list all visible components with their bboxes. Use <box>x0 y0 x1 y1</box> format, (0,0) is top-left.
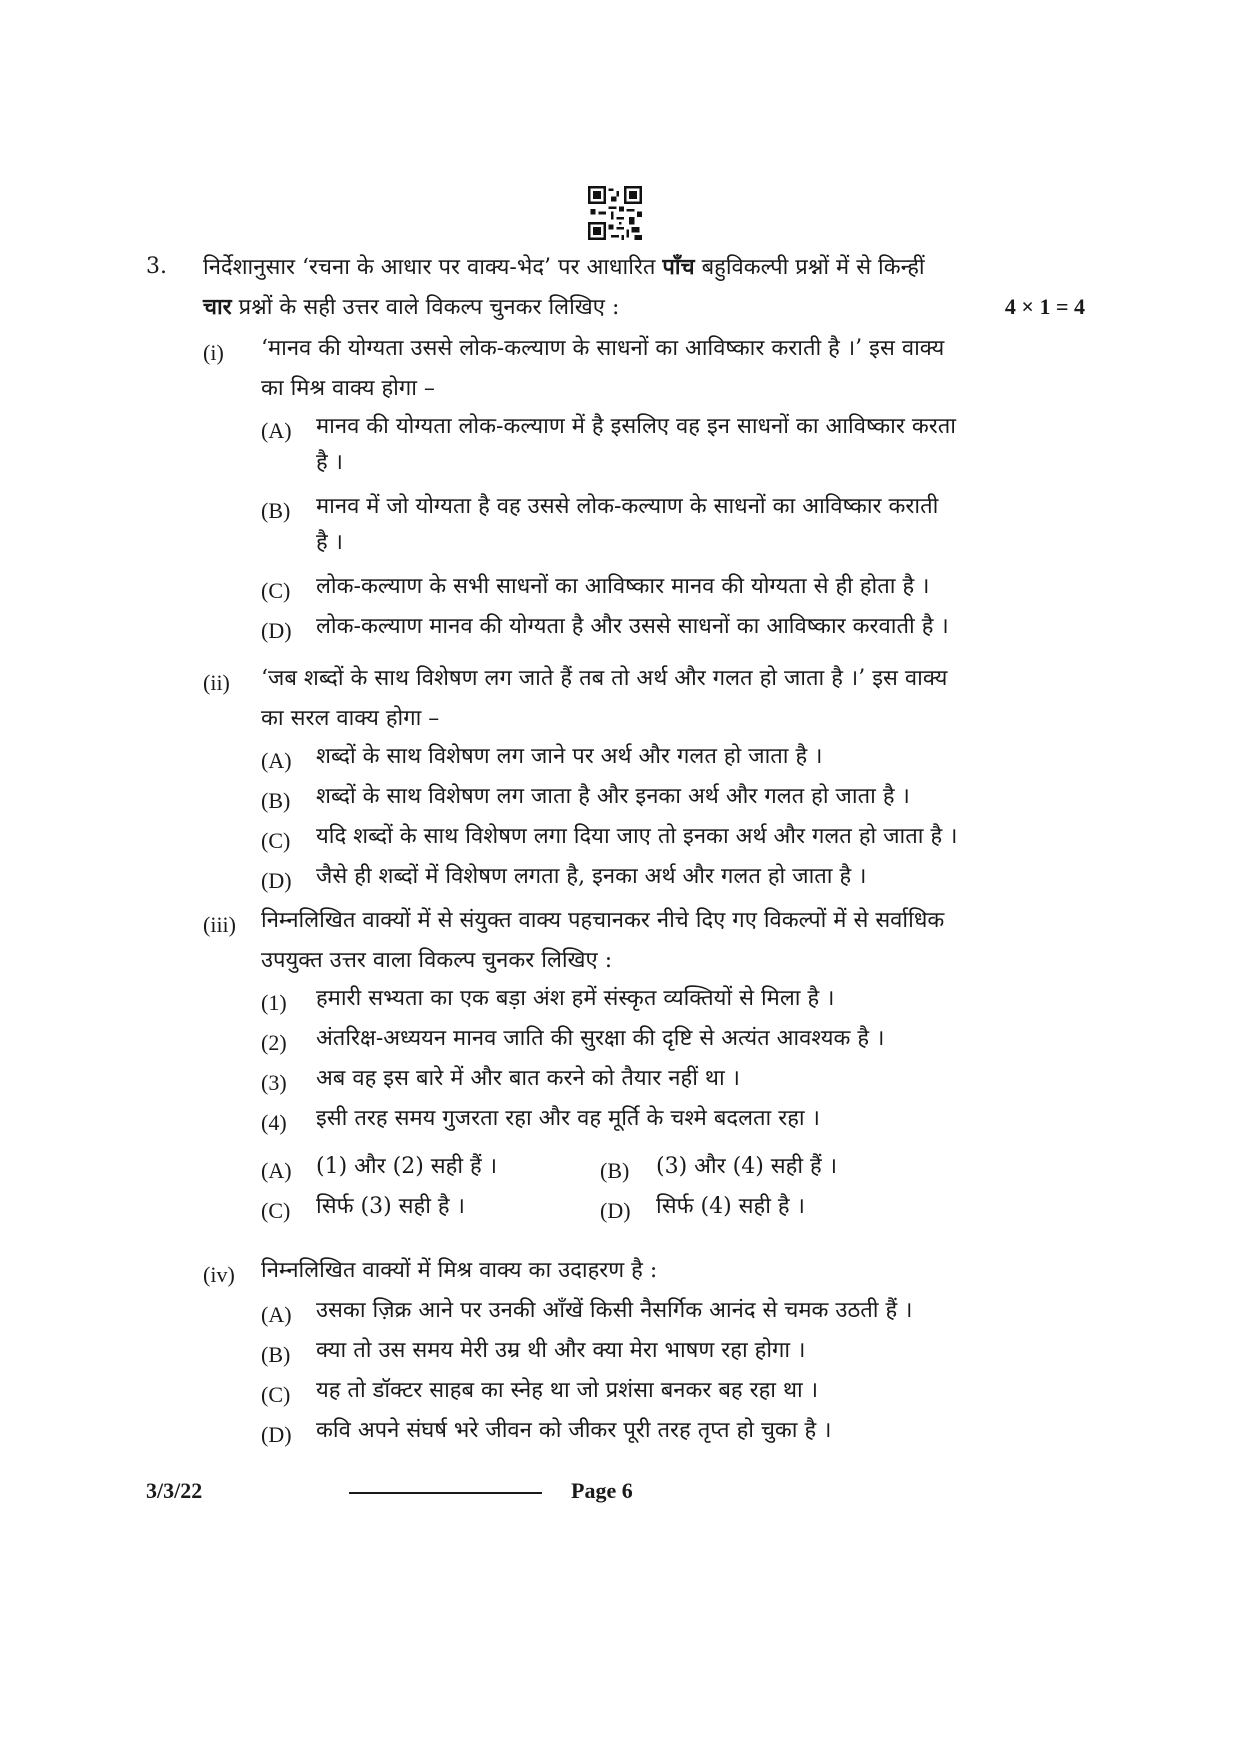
option-label: (B) <box>600 1158 630 1183</box>
option-label: (A) <box>261 748 292 773</box>
sub-question-text: का सरल वाक्य होगा – <box>261 706 440 731</box>
sub-question-label: (i) <box>203 340 224 365</box>
option-text: क्या तो उस समय मेरी उम्र थी और क्या मेरा भाषण रहा होगा । <box>316 1338 806 1363</box>
option-text: लोक-कल्याण मानव की योग्यता है और उससे साधनों का आविष्कार करवाती है । <box>316 614 949 639</box>
sub-question-label: (iv) <box>203 1262 235 1287</box>
option-text: है । <box>316 450 344 475</box>
option-label: (D) <box>261 868 292 893</box>
option-text: जैसे ही शब्दों में विशेषण लगता है, इनका अर्थ और गलत हो जाता है । <box>316 864 867 889</box>
option-label: (B) <box>261 788 291 813</box>
option-label: (C) <box>261 578 291 603</box>
option-text: कवि अपने संघर्ष भरे जीवन को जीकर पूरी तरह तृप्त हो चुका है । <box>316 1418 832 1443</box>
option-text: लोक-कल्याण के सभी साधनों का आविष्कार मानव की योग्यता से ही होता है । <box>316 574 930 599</box>
marks-allocation: 4 × 1 = 4 <box>1004 294 1085 319</box>
option-label: (A) <box>261 418 292 443</box>
option-text: है । <box>316 530 344 555</box>
option-text: (1) और (2) सही हैं । <box>316 1154 498 1179</box>
option-text: मानव की योग्यता लोक-कल्याण में है इसलिए वह इन साधनों का आविष्कार करता <box>316 414 956 439</box>
sub-question-text: ‘मानव की योग्यता उससे लोक-कल्याण के साधनों का आविष्कार कराती है ।’ इस वाक्य <box>261 336 945 361</box>
sentence-text: अंतरिक्ष-अध्ययन मानव जाति की सुरक्षा की दृष्टि से अत्यंत आवश्यक है । <box>316 1026 885 1051</box>
option-text: शब्दों के साथ विशेषण लग जाने पर अर्थ और गलत हो जाता है । <box>316 744 823 769</box>
option-label: (C) <box>261 828 291 853</box>
question-intro-line-1: निर्देशानुसार ‘रचना के आधार पर वाक्य-भेद’ पर आधारित पाँच बहुविकल्पी प्रश्नों में से किन्हीं <box>203 254 925 280</box>
sub-question-label: (iii) <box>203 912 236 937</box>
page-number: Page 6 <box>571 1478 633 1503</box>
option-text: उसका ज़िक्र आने पर उनकी आँखें किसी नैसर्गिक आनंद से चमक उठती हैं । <box>316 1298 913 1323</box>
option-text: शब्दों के साथ विशेषण लग जाता है और इनका अर्थ और गलत हो जाता है । <box>316 784 910 809</box>
sentence-label: (4) <box>261 1110 287 1135</box>
sub-question-text: निम्नलिखित वाक्यों में मिश्र वाक्य का उदाहरण है : <box>261 1258 658 1283</box>
option-label: (D) <box>261 618 292 643</box>
option-label: (B) <box>261 1342 291 1367</box>
sentence-text: इसी तरह समय गुजरता रहा और वह मूर्ति के चश्मे बदलता रहा । <box>316 1106 820 1131</box>
option-label: (D) <box>261 1422 292 1447</box>
sentence-label: (1) <box>261 990 287 1015</box>
option-text: सिर्फ (4) सही है । <box>656 1194 805 1219</box>
question-number: 3. <box>146 254 167 279</box>
option-label: (B) <box>261 498 291 523</box>
sub-question-text: का मिश्र वाक्य होगा – <box>261 376 435 401</box>
sentence-text: हमारी सभ्यता का एक बड़ा अंश हमें संस्कृत व्यक्तियों से मिला है । <box>316 986 835 1011</box>
option-text: (3) और (4) सही हैं । <box>656 1154 838 1179</box>
sub-question-text: निम्नलिखित वाक्यों में से संयुक्त वाक्य पहचानकर नीचे दिए गए विकल्पों में से सर्वाधिक <box>261 908 945 933</box>
sentence-text: अब वह इस बारे में और बात करने को तैयार नहीं था । <box>316 1066 740 1091</box>
option-label: (D) <box>600 1198 631 1223</box>
qr-code-icon <box>588 186 642 240</box>
option-label: (A) <box>261 1302 292 1327</box>
option-text: सिर्फ (3) सही है । <box>316 1194 465 1219</box>
option-text: मानव में जो योग्यता है वह उससे लोक-कल्याण के साधनों का आविष्कार कराती <box>316 494 939 519</box>
sentence-label: (3) <box>261 1070 287 1095</box>
option-text: यह तो डॉक्टर साहब का स्नेह था जो प्रशंसा बनकर बह रहा था । <box>316 1378 819 1403</box>
footer-divider <box>349 1492 542 1494</box>
sub-question-text: ‘जब शब्दों के साथ विशेषण लग जाते हैं तब तो अर्थ और गलत हो जाता है ।’ इस वाक्य <box>261 666 948 691</box>
question-intro-line-2: चार प्रश्नों के सही उत्तर वाले विकल्प चुनकर लिखिए : <box>203 294 620 320</box>
sub-question-text: उपयुक्त उत्तर वाला विकल्प चुनकर लिखिए : <box>261 948 613 973</box>
option-text: यदि शब्दों के साथ विशेषण लगा दिया जाए तो इनका अर्थ और गलत हो जाता है । <box>316 824 958 849</box>
option-label: (A) <box>261 1158 292 1183</box>
sub-question-label: (ii) <box>203 670 230 695</box>
sentence-label: (2) <box>261 1030 287 1055</box>
paper-code: 3/3/22 <box>146 1478 203 1503</box>
option-label: (C) <box>261 1382 291 1407</box>
option-label: (C) <box>261 1198 291 1223</box>
